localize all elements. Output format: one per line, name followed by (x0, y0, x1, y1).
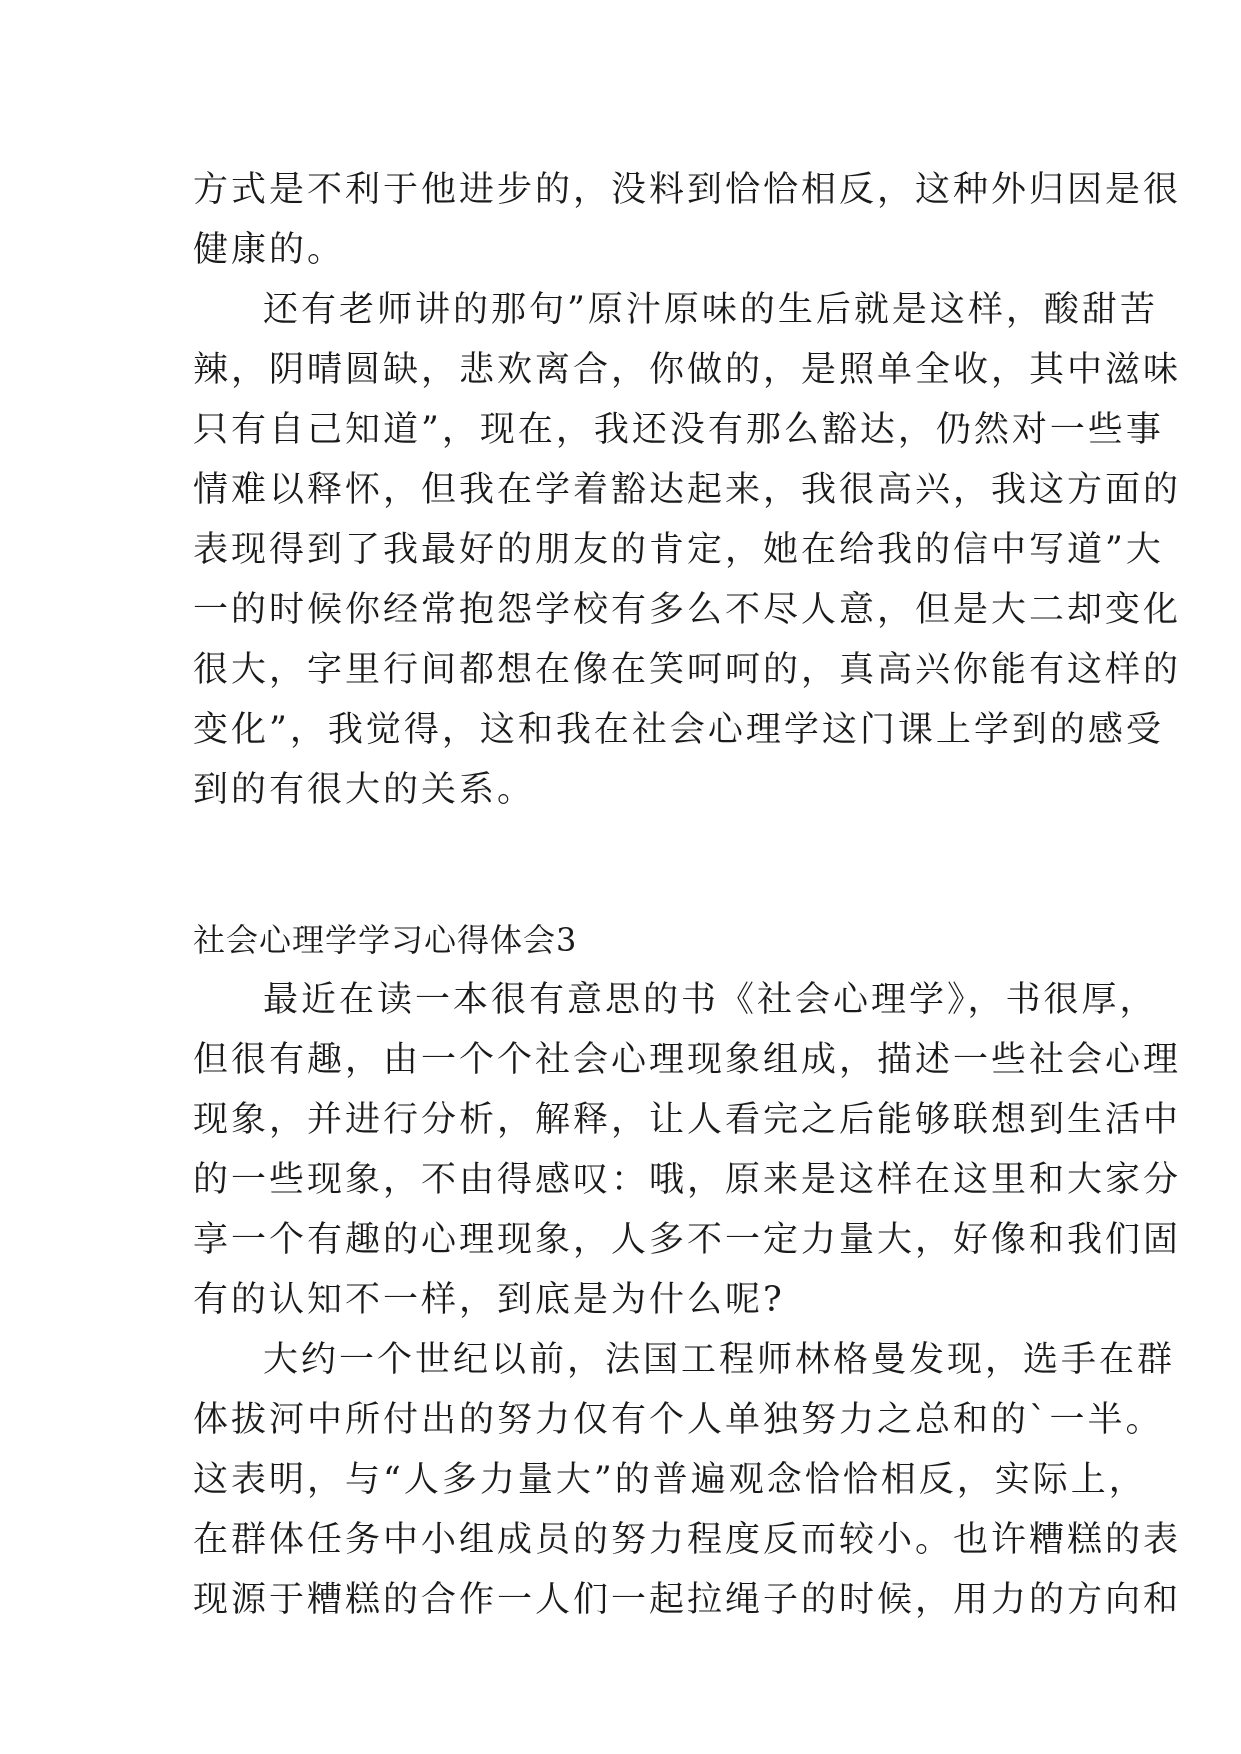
text-line: 最近在读一本很有意思的书《社会心理学》，书很厚， (263, 980, 1158, 1020)
text-line: 一的时候你经常抱怨学校有多么不尽人意，但是大二却变化 (193, 590, 1182, 630)
text-line: 在群体任务中小组成员的努力程度反而较小。也许糟糕的表 (193, 1520, 1182, 1560)
text-line: 享一个有趣的心理现象，人多不一定力量大，好像和我们固 (193, 1220, 1182, 1260)
text-line: 到的有很大的关系。 (193, 770, 536, 810)
text-line: 但很有趣，由一个个社会心理现象组成，描述一些社会心理 (193, 1040, 1182, 1080)
paragraph (193, 970, 1182, 1330)
text-column (193, 160, 1182, 1630)
text-line: 很大，字里行间都想在像在笑呵呵的，真高兴你能有这样的 (193, 650, 1182, 690)
section-gap (193, 820, 1053, 910)
text-line: 有的认知不一样，到底是为什么呢? (193, 1280, 785, 1320)
section-heading: 社会心理学学习心得体会3 (193, 921, 578, 959)
text-line: 健康的。 (193, 230, 346, 270)
text-line: 体拔河中所付出的努力仅有个人单独努力之总和的`一半。 (193, 1400, 1164, 1440)
text-line: 表现得到了我最好的朋友的肯定，她在给我的信中写道”大 (193, 530, 1164, 570)
text-line: 现象，并进行分析，解释，让人看完之后能够联想到生活中 (193, 1100, 1182, 1140)
text-line: 辣，阴晴圆缺，悲欢离合，你做的，是照单全收，其中滋味 (193, 350, 1182, 390)
text-line: 情难以释怀，但我在学着豁达起来，我很高兴，我这方面的 (193, 470, 1182, 510)
paragraph (193, 1330, 1182, 1630)
paragraph (193, 280, 1182, 820)
paragraph (193, 160, 1182, 280)
text-line: 还有老师讲的那句”原汁原味的生后就是这样，酸甜苦 (263, 290, 1158, 330)
text-line: 变化”，我觉得，这和我在社会心理学这门课上学到的感受 (193, 710, 1164, 750)
text-line: 只有自己知道”，现在，我还没有那么豁达，仍然对一些事 (193, 410, 1164, 450)
text-line: 现源于糟糕的合作一人们一起拉绳子的时候，用力的方向和 (193, 1580, 1182, 1620)
text-line: 方式是不利于他进步的，没料到恰恰相反，这种外归因是很 (193, 170, 1182, 210)
text-line: 大约一个世纪以前，法国工程师林格曼发现，选手在群 (263, 1340, 1176, 1380)
text-line: 的一些现象，不由得感叹：哦，原来是这样在这里和大家分 (193, 1160, 1182, 1200)
text-line: 这表明，与“人多力量大”的普遍观念恰恰相反，实际上， (193, 1460, 1147, 1500)
